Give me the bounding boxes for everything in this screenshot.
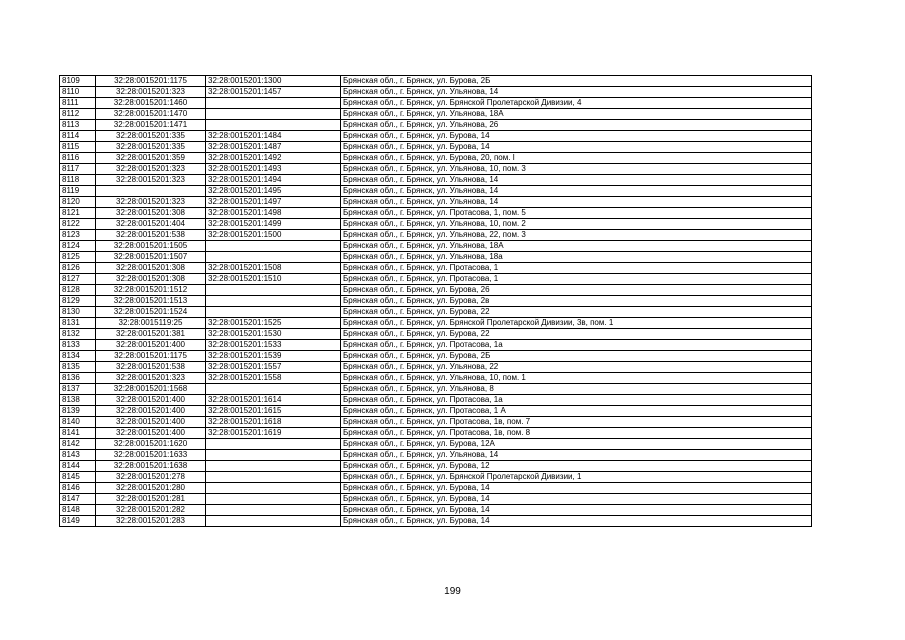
object-cadastral-number-cell	[206, 109, 341, 120]
object-cadastral-number-cell	[206, 505, 341, 516]
row-number-cell: 8131	[60, 318, 96, 329]
address-cell: Брянская обл., г. Брянск, ул. Бурова, 12А	[341, 439, 812, 450]
address-cell: Брянская обл., г. Брянск, ул. Ульянова, 18а	[341, 252, 812, 263]
cadastral-number-cell: 32:28:0015119:25	[96, 318, 206, 329]
address-cell: Брянская обл., г. Брянск, ул. Протасова, 1 А	[341, 406, 812, 417]
object-cadastral-number-cell	[206, 461, 341, 472]
address-cell: Брянская обл., г. Брянск, ул. Ульянова, 22	[341, 362, 812, 373]
table-row	[60, 439, 812, 450]
address-cell: Брянская обл., г. Брянск, ул. Протасова, 1	[341, 274, 812, 285]
row-number-cell: 8115	[60, 142, 96, 153]
table-row	[60, 351, 812, 362]
object-cadastral-number-cell	[206, 494, 341, 505]
row-number-cell: 8114	[60, 131, 96, 142]
cadastral-number-cell: 32:28:0015201:323	[96, 197, 206, 208]
object-cadastral-number-cell: 32:28:0015201:1499	[206, 219, 341, 230]
object-cadastral-number-cell: 32:28:0015201:1494	[206, 175, 341, 186]
table-row	[60, 219, 812, 230]
address-cell: Брянская обл., г. Брянск, ул. Брянской Пролетарской Дивизии, 3в, пом. 1	[341, 318, 812, 329]
object-cadastral-number-cell: 32:28:0015201:1487	[206, 142, 341, 153]
address-cell: Брянская обл., г. Брянск, ул. Бурова, 2Б	[341, 76, 812, 87]
address-cell: Брянская обл., г. Брянск, ул. Брянской Пролетарской Дивизии, 4	[341, 98, 812, 109]
table-row	[60, 164, 812, 175]
cadastral-number-cell: 32:28:0015201:323	[96, 164, 206, 175]
registry-table	[59, 75, 812, 527]
address-cell: Брянская обл., г. Брянск, ул. Ульянова, 22, пом. 3	[341, 230, 812, 241]
row-number-cell: 8143	[60, 450, 96, 461]
table-row	[60, 241, 812, 252]
row-number-cell: 8119	[60, 186, 96, 197]
row-number-cell: 8112	[60, 109, 96, 120]
row-number-cell: 8126	[60, 263, 96, 274]
cadastral-number-cell: 32:28:0015201:1568	[96, 384, 206, 395]
address-cell: Брянская обл., г. Брянск, ул. Протасова, 1в, пом. 8	[341, 428, 812, 439]
cadastral-number-cell: 32:28:0015201:335	[96, 131, 206, 142]
object-cadastral-number-cell	[206, 439, 341, 450]
cadastral-number-cell: 32:28:0015201:283	[96, 516, 206, 527]
object-cadastral-number-cell: 32:28:0015201:1495	[206, 186, 341, 197]
address-cell: Брянская обл., г. Брянск, ул. Ульянова, 14	[341, 87, 812, 98]
object-cadastral-number-cell	[206, 483, 341, 494]
address-cell: Брянская обл., г. Брянск, ул. Бурова, 22	[341, 307, 812, 318]
object-cadastral-number-cell: 32:28:0015201:1539	[206, 351, 341, 362]
row-number-cell: 8140	[60, 417, 96, 428]
cadastral-number-cell: 32:28:0015201:538	[96, 230, 206, 241]
object-cadastral-number-cell	[206, 296, 341, 307]
cadastral-number-cell: 32:28:0015201:1507	[96, 252, 206, 263]
table-row	[60, 76, 812, 87]
address-cell: Брянская обл., г. Брянск, ул. Бурова, 14	[341, 505, 812, 516]
object-cadastral-number-cell: 32:28:0015201:1457	[206, 87, 341, 98]
cadastral-number-cell: 32:28:0015201:381	[96, 329, 206, 340]
cadastral-number-cell: 32:28:0015201:1505	[96, 241, 206, 252]
address-cell: Брянская обл., г. Брянск, ул. Протасова, 1, пом. 5	[341, 208, 812, 219]
row-number-cell: 8137	[60, 384, 96, 395]
table-row	[60, 318, 812, 329]
cadastral-number-cell: 32:28:0015201:308	[96, 208, 206, 219]
row-number-cell: 8145	[60, 472, 96, 483]
table-row	[60, 296, 812, 307]
object-cadastral-number-cell	[206, 384, 341, 395]
object-cadastral-number-cell: 32:28:0015201:1484	[206, 131, 341, 142]
address-cell: Брянская обл., г. Брянск, ул. Ульянова, 10, пом. 3	[341, 164, 812, 175]
address-cell: Брянская обл., г. Брянск, ул. Бурова, 14	[341, 483, 812, 494]
object-cadastral-number-cell: 32:28:0015201:1492	[206, 153, 341, 164]
object-cadastral-number-cell	[206, 285, 341, 296]
address-cell: Брянская обл., г. Брянск, ул. Ульянова, 8	[341, 384, 812, 395]
object-cadastral-number-cell: 32:28:0015201:1510	[206, 274, 341, 285]
row-number-cell: 8141	[60, 428, 96, 439]
cadastral-number-cell: 32:28:0015201:323	[96, 175, 206, 186]
object-cadastral-number-cell: 32:28:0015201:1614	[206, 395, 341, 406]
table-row	[60, 263, 812, 274]
address-cell: Брянская обл., г. Брянск, ул. Ульянова, 14	[341, 450, 812, 461]
object-cadastral-number-cell: 32:28:0015201:1615	[206, 406, 341, 417]
table-row	[60, 472, 812, 483]
cadastral-number-cell: 32:28:0015201:404	[96, 219, 206, 230]
row-number-cell: 8118	[60, 175, 96, 186]
object-cadastral-number-cell: 32:28:0015201:1500	[206, 230, 341, 241]
table-row	[60, 483, 812, 494]
cadastral-number-cell: 32:28:0015201:308	[96, 263, 206, 274]
object-cadastral-number-cell: 32:28:0015201:1525	[206, 318, 341, 329]
row-number-cell: 8120	[60, 197, 96, 208]
row-number-cell: 8127	[60, 274, 96, 285]
cadastral-number-cell: 32:28:0015201:323	[96, 87, 206, 98]
address-cell: Брянская обл., г. Брянск, ул. Ульянова, 10, пом. 1	[341, 373, 812, 384]
cadastral-number-cell: 32:28:0015201:538	[96, 362, 206, 373]
row-number-cell: 8123	[60, 230, 96, 241]
table-row	[60, 384, 812, 395]
object-cadastral-number-cell: 32:28:0015201:1558	[206, 373, 341, 384]
address-cell: Брянская обл., г. Брянск, ул. Ульянова, 10, пом. 2	[341, 219, 812, 230]
object-cadastral-number-cell	[206, 307, 341, 318]
cadastral-number-cell: 32:28:0015201:335	[96, 142, 206, 153]
table-row	[60, 98, 812, 109]
object-cadastral-number-cell: 32:28:0015201:1497	[206, 197, 341, 208]
cadastral-number-cell: 32:28:0015201:1513	[96, 296, 206, 307]
table-row	[60, 208, 812, 219]
cadastral-number-cell: 32:28:0015201:1175	[96, 351, 206, 362]
address-cell: Брянская обл., г. Брянск, ул. Протасова, 1в, пом. 7	[341, 417, 812, 428]
table-row	[60, 417, 812, 428]
row-number-cell: 8148	[60, 505, 96, 516]
address-cell: Брянская обл., г. Брянск, ул. Протасова, 1	[341, 263, 812, 274]
table-row	[60, 362, 812, 373]
address-cell: Брянская обл., г. Брянск, ул. Ульянова, 26	[341, 120, 812, 131]
address-cell: Брянская обл., г. Брянск, ул. Брянской Пролетарской Дивизии, 1	[341, 472, 812, 483]
address-cell: Брянская обл., г. Брянск, ул. Ульянова, 18А	[341, 241, 812, 252]
address-cell: Брянская обл., г. Брянск, ул. Бурова, 14	[341, 131, 812, 142]
object-cadastral-number-cell	[206, 241, 341, 252]
address-cell: Брянская обл., г. Брянск, ул. Бурова, 2в	[341, 296, 812, 307]
address-cell: Брянская обл., г. Брянск, ул. Ульянова, 18А	[341, 109, 812, 120]
address-cell: Брянская обл., г. Брянск, ул. Бурова, 14	[341, 516, 812, 527]
table-row	[60, 285, 812, 296]
table-row	[60, 274, 812, 285]
cadastral-number-cell: 32:28:0015201:359	[96, 153, 206, 164]
cadastral-number-cell	[96, 186, 206, 197]
row-number-cell: 8149	[60, 516, 96, 527]
row-number-cell: 8142	[60, 439, 96, 450]
cadastral-number-cell: 32:28:0015201:1620	[96, 439, 206, 450]
address-cell: Брянская обл., г. Брянск, ул. Ульянова, 14	[341, 175, 812, 186]
table-row	[60, 461, 812, 472]
object-cadastral-number-cell	[206, 472, 341, 483]
row-number-cell: 8130	[60, 307, 96, 318]
cadastral-number-cell: 32:28:0015201:400	[96, 428, 206, 439]
address-cell: Брянская обл., г. Брянск, ул. Бурова, 22	[341, 329, 812, 340]
table-row	[60, 252, 812, 263]
row-number-cell: 8129	[60, 296, 96, 307]
cadastral-number-cell: 32:28:0015201:400	[96, 417, 206, 428]
row-number-cell: 8128	[60, 285, 96, 296]
row-number-cell: 8116	[60, 153, 96, 164]
row-number-cell: 8125	[60, 252, 96, 263]
address-cell: Брянская обл., г. Брянск, ул. Протасова, 1а	[341, 395, 812, 406]
object-cadastral-number-cell: 32:28:0015201:1300	[206, 76, 341, 87]
table-row	[60, 175, 812, 186]
object-cadastral-number-cell	[206, 252, 341, 263]
cadastral-number-cell: 32:28:0015201:1633	[96, 450, 206, 461]
cadastral-number-cell: 32:28:0015201:400	[96, 340, 206, 351]
table-row	[60, 428, 812, 439]
table-row	[60, 516, 812, 527]
cadastral-number-cell: 32:28:0015201:1524	[96, 307, 206, 318]
registry-table-body	[60, 76, 812, 527]
row-number-cell: 8134	[60, 351, 96, 362]
row-number-cell: 8110	[60, 87, 96, 98]
table-row	[60, 505, 812, 516]
cadastral-number-cell: 32:28:0015201:282	[96, 505, 206, 516]
address-cell: Брянская обл., г. Брянск, ул. Бурова, 14	[341, 142, 812, 153]
table-row	[60, 120, 812, 131]
table-row	[60, 494, 812, 505]
cadastral-number-cell: 32:28:0015201:1175	[96, 76, 206, 87]
object-cadastral-number-cell: 32:28:0015201:1533	[206, 340, 341, 351]
table-row	[60, 186, 812, 197]
row-number-cell: 8144	[60, 461, 96, 472]
cadastral-number-cell: 32:28:0015201:280	[96, 483, 206, 494]
table-row	[60, 406, 812, 417]
row-number-cell: 8111	[60, 98, 96, 109]
row-number-cell: 8135	[60, 362, 96, 373]
cadastral-number-cell: 32:28:0015201:1470	[96, 109, 206, 120]
address-cell: Брянская обл., г. Брянск, ул. Бурова, 12	[341, 461, 812, 472]
cadastral-number-cell: 32:28:0015201:1460	[96, 98, 206, 109]
row-number-cell: 8138	[60, 395, 96, 406]
row-number-cell: 8117	[60, 164, 96, 175]
address-cell: Брянская обл., г. Брянск, ул. Протасова, 1а	[341, 340, 812, 351]
address-cell: Брянская обл., г. Брянск, ул. Ульянова, 14	[341, 186, 812, 197]
row-number-cell: 8132	[60, 329, 96, 340]
table-row	[60, 307, 812, 318]
cadastral-number-cell: 32:28:0015201:308	[96, 274, 206, 285]
table-row	[60, 153, 812, 164]
cadastral-number-cell: 32:28:0015201:400	[96, 395, 206, 406]
object-cadastral-number-cell: 32:28:0015201:1618	[206, 417, 341, 428]
table-row	[60, 197, 812, 208]
address-cell: Брянская обл., г. Брянск, ул. Бурова, 20, пом. I	[341, 153, 812, 164]
table-row	[60, 373, 812, 384]
address-cell: Брянская обл., г. Брянск, ул. Бурова, 14	[341, 494, 812, 505]
table-row	[60, 142, 812, 153]
table-row	[60, 109, 812, 120]
cadastral-number-cell: 32:28:0015201:281	[96, 494, 206, 505]
row-number-cell: 8146	[60, 483, 96, 494]
object-cadastral-number-cell: 32:28:0015201:1498	[206, 208, 341, 219]
object-cadastral-number-cell: 32:28:0015201:1557	[206, 362, 341, 373]
row-number-cell: 8136	[60, 373, 96, 384]
address-cell: Брянская обл., г. Брянск, ул. Бурова, 26	[341, 285, 812, 296]
table-row	[60, 230, 812, 241]
object-cadastral-number-cell: 32:28:0015201:1530	[206, 329, 341, 340]
table-row	[60, 329, 812, 340]
table-row	[60, 131, 812, 142]
cadastral-number-cell: 32:28:0015201:1471	[96, 120, 206, 131]
table-row	[60, 395, 812, 406]
row-number-cell: 8113	[60, 120, 96, 131]
row-number-cell: 8147	[60, 494, 96, 505]
address-cell: Брянская обл., г. Брянск, ул. Бурова, 2Б	[341, 351, 812, 362]
cadastral-number-cell: 32:28:0015201:1638	[96, 461, 206, 472]
object-cadastral-number-cell	[206, 98, 341, 109]
table-row	[60, 450, 812, 461]
cadastral-number-cell: 32:28:0015201:400	[96, 406, 206, 417]
table-row	[60, 340, 812, 351]
cadastral-number-cell: 32:28:0015201:278	[96, 472, 206, 483]
object-cadastral-number-cell: 32:28:0015201:1619	[206, 428, 341, 439]
cadastral-number-cell: 32:28:0015201:1512	[96, 285, 206, 296]
row-number-cell: 8139	[60, 406, 96, 417]
object-cadastral-number-cell: 32:28:0015201:1508	[206, 263, 341, 274]
row-number-cell: 8133	[60, 340, 96, 351]
object-cadastral-number-cell	[206, 120, 341, 131]
object-cadastral-number-cell: 32:28:0015201:1493	[206, 164, 341, 175]
row-number-cell: 8122	[60, 219, 96, 230]
object-cadastral-number-cell	[206, 516, 341, 527]
page-number: 199	[444, 586, 461, 597]
address-cell: Брянская обл., г. Брянск, ул. Ульянова, 14	[341, 197, 812, 208]
row-number-cell: 8121	[60, 208, 96, 219]
object-cadastral-number-cell	[206, 450, 341, 461]
table-row	[60, 87, 812, 98]
row-number-cell: 8109	[60, 76, 96, 87]
cadastral-number-cell: 32:28:0015201:323	[96, 373, 206, 384]
row-number-cell: 8124	[60, 241, 96, 252]
